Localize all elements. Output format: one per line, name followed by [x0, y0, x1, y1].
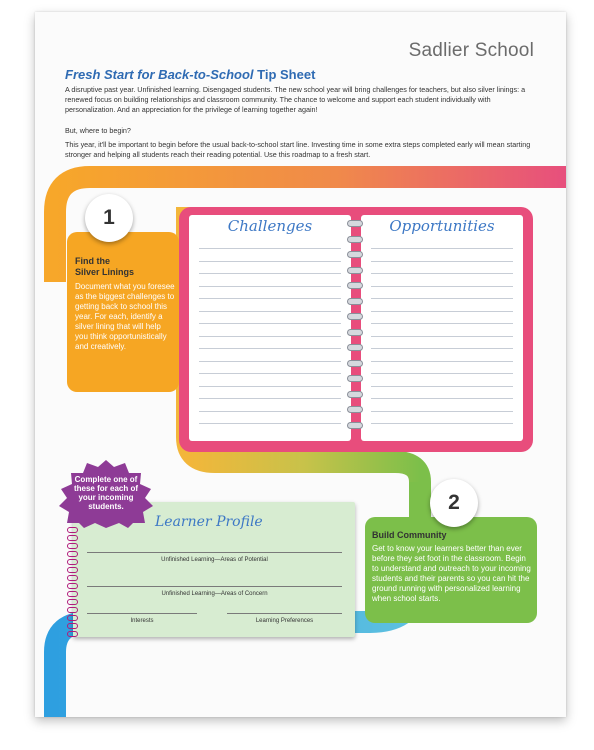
challenges-line	[199, 298, 341, 299]
challenges-line	[199, 411, 341, 412]
spiral-ring	[347, 251, 363, 258]
profile-coil	[67, 527, 78, 533]
spiral-ring	[347, 329, 363, 336]
opportunities-line	[371, 386, 513, 387]
profile-coil	[67, 615, 78, 621]
complete-badge-text: Complete one of these for each of your incoming students.	[73, 475, 138, 511]
challenges-line	[199, 248, 341, 249]
profile-coil	[67, 599, 78, 605]
step1-heading-line1: Find the	[75, 256, 110, 266]
profile-label-preferences: Learning Preferences	[255, 618, 314, 624]
opportunities-line	[371, 298, 513, 299]
challenges-line	[199, 348, 341, 349]
spiral-ring	[347, 220, 363, 227]
opportunities-line	[371, 286, 513, 287]
challenges-line	[199, 286, 341, 287]
challenges-line	[199, 423, 341, 424]
spiral-ring	[347, 267, 363, 274]
opportunities-line	[371, 373, 513, 374]
spiral-ring	[347, 236, 363, 243]
intro-paragraph-3: This year, it'll be important to begin before the usual back-to-school start line. Investing time in some extra steps completed early will mean starting stronger and helping all students reach their reading potential. Use this roadmap to a fresh start.	[65, 140, 531, 159]
opportunities-line	[371, 323, 513, 324]
challenges-line	[199, 261, 341, 262]
challenges-line	[199, 361, 341, 362]
spiral-ring	[347, 375, 363, 382]
profile-line-4	[227, 613, 342, 614]
tip-sheet-page	[35, 12, 566, 717]
spiral-ring	[347, 406, 363, 413]
profile-coil	[67, 559, 78, 565]
spiral-ring	[347, 298, 363, 305]
profile-coil	[67, 575, 78, 581]
spiral-ring	[347, 282, 363, 289]
profile-coil	[67, 543, 78, 549]
challenges-line	[199, 273, 341, 274]
opportunities-line	[371, 261, 513, 262]
spiral-ring	[347, 313, 363, 320]
challenges-line	[199, 323, 341, 324]
challenges-line	[199, 336, 341, 337]
opportunities-line	[371, 348, 513, 349]
profile-coil	[67, 591, 78, 597]
challenges-line	[199, 386, 341, 387]
spiral-ring	[347, 344, 363, 351]
step2-body: Get to know your learners better than ever before they set foot in the classroom. Begin to understand and outreach to your incoming students and their parents so you can hit the ground running with personalized learning when school starts.	[372, 544, 531, 603]
step2-heading: Build Community	[372, 530, 447, 540]
opportunities-line	[371, 311, 513, 312]
profile-coil	[67, 567, 78, 573]
profile-coil	[67, 535, 78, 541]
challenges-line	[199, 311, 341, 312]
step1-heading-line2: Silver Linings	[75, 267, 135, 277]
intro-paragraph-1: A disruptive past year. Unfinished learning. Disengaged students. The new school year will bring challenges for teachers, but also silver linings: a renewed focus on building relationships and classroom community. The chance to welcome and support each student individually with personalization. And an appreciation for the privilege of learning together again!	[65, 85, 526, 114]
profile-label-interests: Interests	[130, 618, 154, 624]
challenges-heading: Challenges	[227, 217, 313, 235]
profile-line-1	[87, 552, 342, 553]
profile-coil	[67, 607, 78, 613]
step1-number-circle: 1	[85, 194, 133, 242]
step2-number-circle: 2	[430, 479, 478, 527]
spiral-ring	[347, 391, 363, 398]
opportunities-line	[371, 361, 513, 362]
learner-profile-title: Learner Profile	[155, 514, 263, 530]
opportunities-line	[371, 411, 513, 412]
step1-body: Document what you foresee as the biggest challenges to getting back to school this year. For each, identify a silver lining that will help you think opportunistically and creatively.	[75, 282, 175, 351]
profile-coil	[67, 551, 78, 557]
profile-coil	[67, 623, 78, 629]
spiral-ring	[347, 422, 363, 429]
brand-logo: Sadlier School	[408, 40, 534, 61]
challenges-line	[199, 398, 341, 399]
intro-paragraph-2: But, where to begin?	[65, 126, 131, 135]
opportunities-line	[371, 273, 513, 274]
opportunities-line	[371, 336, 513, 337]
opportunities-line	[371, 248, 513, 249]
opportunities-line	[371, 398, 513, 399]
spiral-ring	[347, 360, 363, 367]
step1-heading	[75, 256, 134, 278]
opportunities-heading: Opportunities	[389, 217, 495, 235]
profile-label-concern: Unfinished Learning—Areas of Concern	[161, 591, 268, 597]
profile-label-potential: Unfinished Learning—Areas of Potential	[161, 557, 268, 563]
profile-line-2	[87, 586, 342, 587]
opportunities-line	[371, 423, 513, 424]
page-title: Fresh Start for Back-to-School Tip Sheet	[65, 67, 316, 82]
profile-line-3	[87, 613, 197, 614]
profile-coil	[67, 583, 78, 589]
challenges-line	[199, 373, 341, 374]
profile-coil	[67, 631, 78, 637]
